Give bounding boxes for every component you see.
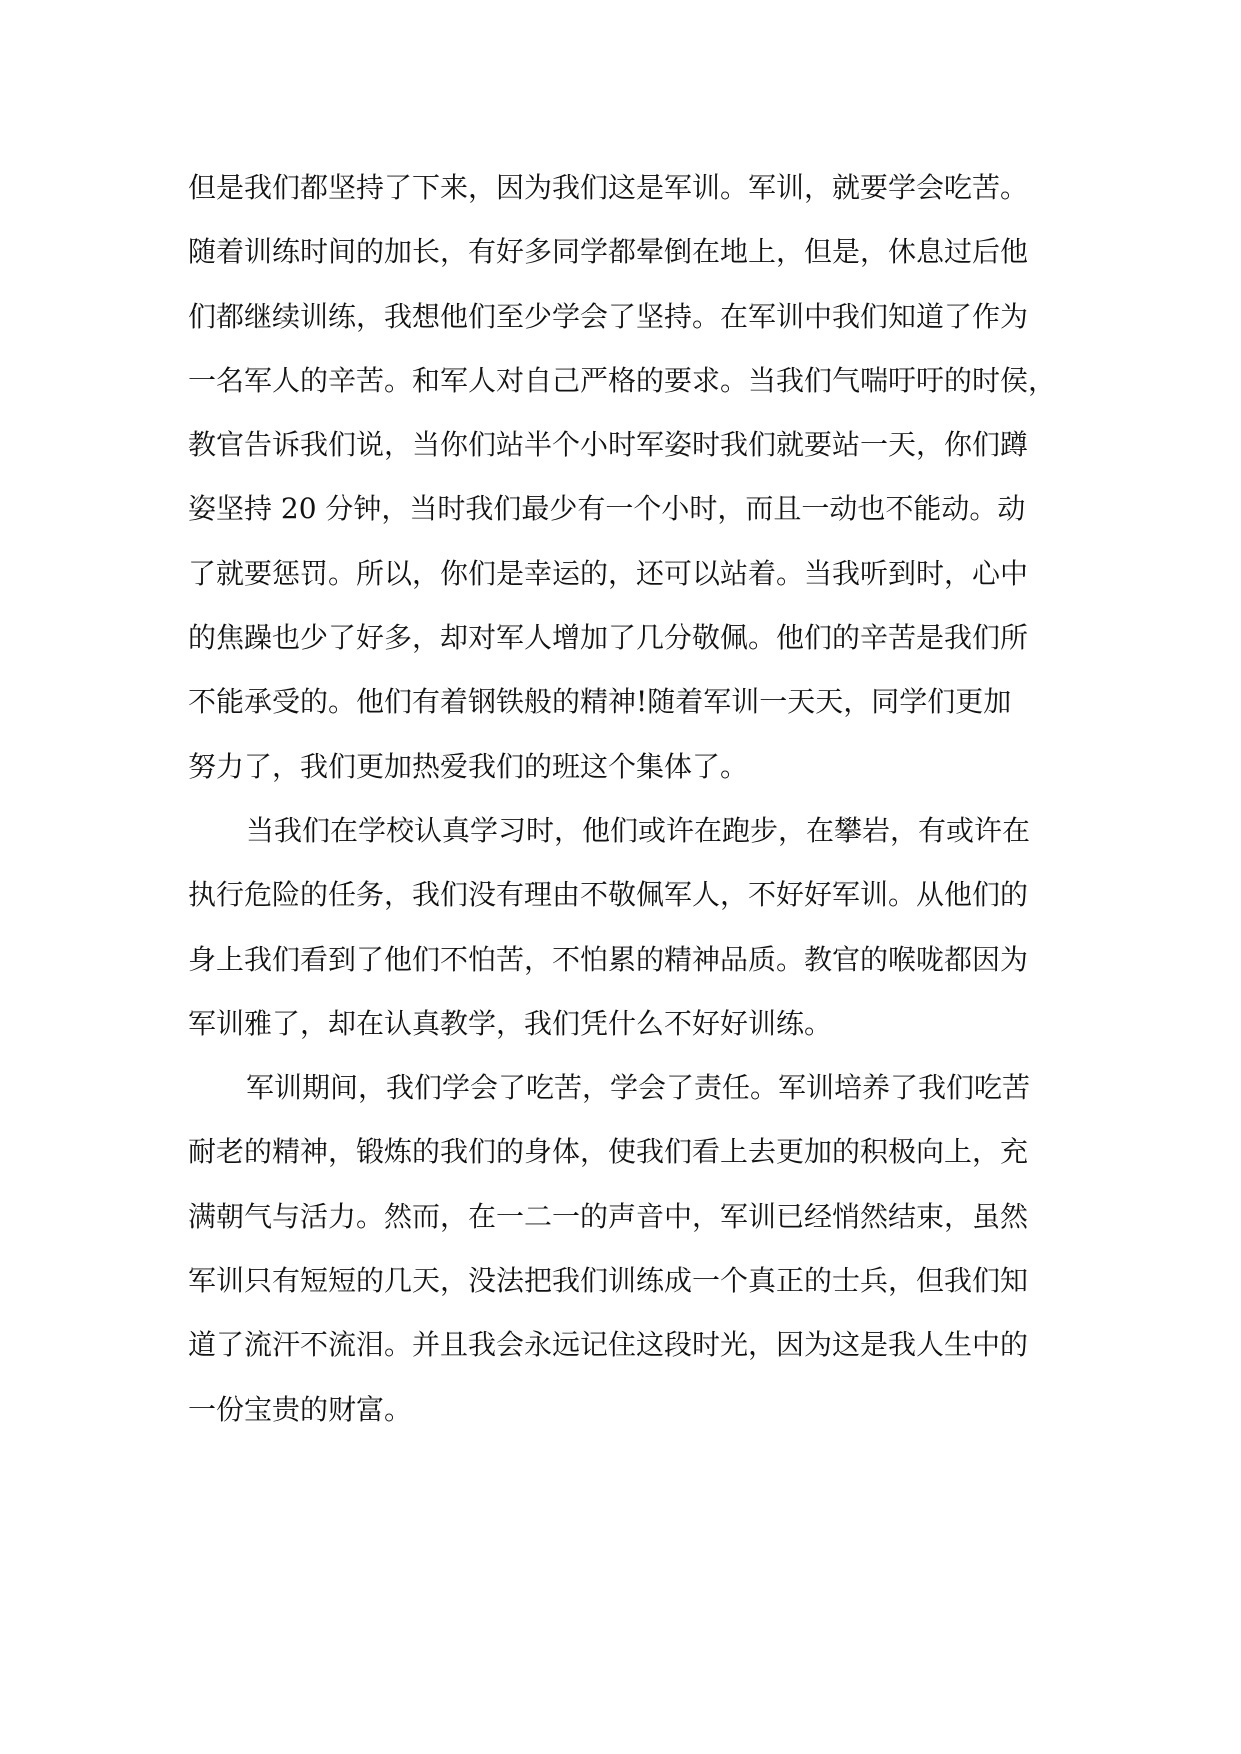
text-line: 教官告诉我们说，当你们站半个小时军姿时我们就要站一天，你们蹲 (188, 428, 1029, 462)
text-line: 军训只有短短的几天，没法把我们训练成一个真正的士兵，但我们知 (188, 1264, 1029, 1298)
text-line: 了就要惩罚。所以，你们是幸运的，还可以站着。当我听到时，心中 (188, 556, 1029, 590)
paragraph-1 (188, 156, 1068, 799)
text-line: 耐老的精神，锻炼的我们的身体，使我们看上去更加的积极向上，充 (188, 1135, 1029, 1169)
text-line: 一份宝贵的财富。 (188, 1392, 413, 1426)
text-line: 一名军人的辛苦。和军人对自己严格的要求。当我们气喘吁吁的时侯， (188, 363, 1057, 397)
text-line: 满朝气与活力。然而，在一二一的声音中，军训已经悄然结束，虽然 (188, 1199, 1029, 1233)
text-line: 不能承受的。他们有着钢铁般的精神!随着军训一天天，同学们更加 (188, 685, 1012, 719)
text-line: 军训期间，我们学会了吃苦，学会了责任。军训培养了我们吃苦 (246, 1071, 1031, 1105)
text-line: 们都继续训练，我想他们至少学会了坚持。在军训中我们知道了作为 (188, 299, 1029, 333)
paragraph-3 (188, 1056, 1068, 1442)
text-line: 姿坚持 20 分钟，当时我们最少有一个小时，而且一动也不能动。动 (188, 492, 1026, 526)
text-line: 执行危险的任务，我们没有理由不敬佩军人，不好好军训。从他们的 (188, 878, 1029, 912)
text-line: 随着训练时间的加长，有好多同学都晕倒在地上，但是，休息过后他 (188, 235, 1029, 269)
text-line: 的焦躁也少了好多，却对军人增加了几分敬佩。他们的辛苦是我们所 (188, 621, 1029, 655)
text-line: 道了流汗不流泪。并且我会永远记住这段时光，因为这是我人生中的 (188, 1328, 1029, 1362)
text-line: 但是我们都坚持了下来，因为我们这是军训。军训，就要学会吃苦。 (188, 171, 1029, 204)
text-line: 身上我们看到了他们不怕苦，不怕累的精神品质。教官的喉咙都因为 (188, 942, 1029, 976)
paragraph-2 (188, 799, 1068, 1056)
body-text (188, 156, 1068, 1442)
text-line: 努力了，我们更加热爱我们的班这个集体了。 (188, 749, 749, 783)
text-line: 军训雅了，却在认真教学，我们凭什么不好好训练。 (188, 1006, 833, 1040)
text-line: 当我们在学校认真学习时，他们或许在跑步，在攀岩，有或许在 (246, 813, 1031, 847)
